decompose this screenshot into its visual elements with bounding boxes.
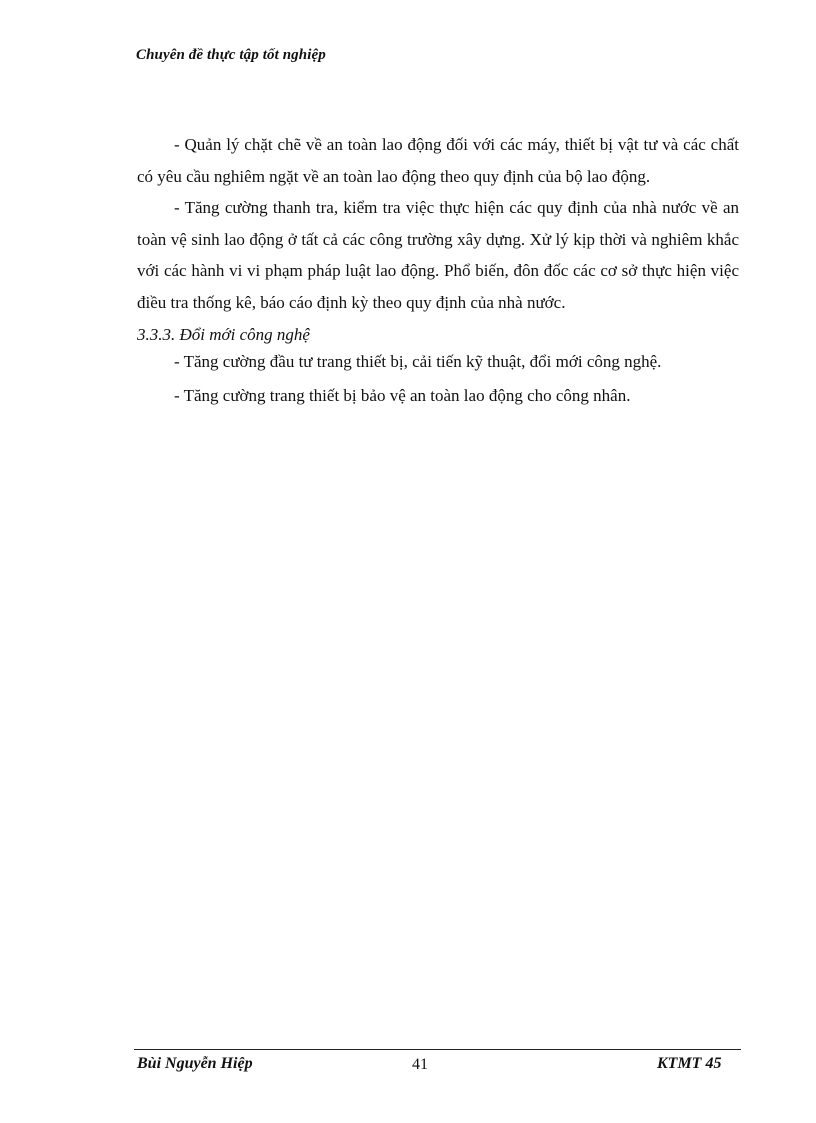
page-header-title: Chuyên đề thực tập tốt nghiệp (136, 47, 326, 63)
paragraph-inspection: - Tăng cường thanh tra, kiểm tra việc thực hiện các quy định của nhà nước về an toàn vệ sinh lao động ở tất cả các công trường xây dựng. Xử lý kịp thời và nghiêm khắc với các hành vi vi phạm pháp luật lao động. Phổ biến, đôn đốc các cơ sở thực hiện việc điều tra thống kê, báo cáo định kỳ theo quy định của nhà nước. (137, 198, 739, 312)
footer-class-code: KTMT 45 (657, 1055, 722, 1072)
footer-divider (134, 1049, 741, 1050)
footer-author: Bùi Nguyễn Hiệp (137, 1055, 253, 1072)
section-heading: 3.3.3. Đổi mới công nghệ (137, 325, 310, 344)
footer-page-number: 41 (412, 1056, 428, 1073)
paragraph-labor-safety-management: - Quản lý chặt chẽ về an toàn lao động đối với các máy, thiết bị vật tư và các chất có yêu cầu nghiêm ngặt về an toàn lao động theo quy định của bộ lao động. (137, 135, 739, 186)
list-item: - Tăng cường đầu tư trang thiết bị, cải tiến kỹ thuật, đổi mới công nghệ. (174, 351, 662, 371)
list-item: - Tăng cường trang thiết bị bảo vệ an toàn lao động cho công nhân. (174, 385, 631, 405)
document-body (137, 129, 739, 411)
